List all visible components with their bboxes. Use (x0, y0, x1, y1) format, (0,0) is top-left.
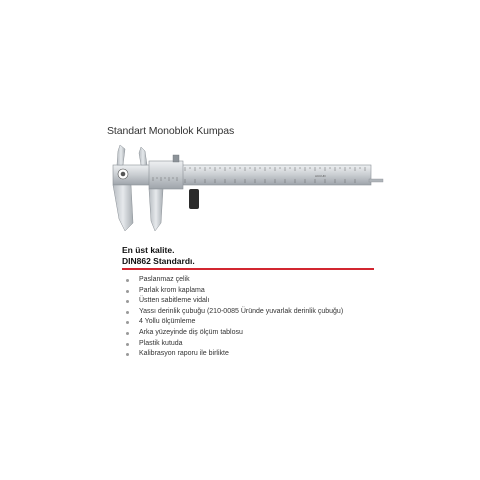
bullet-icon (126, 321, 129, 324)
list-item: Plastik kutuda (126, 339, 343, 350)
caliper-icon (103, 143, 385, 235)
tagline (122, 245, 195, 267)
bullet-icon (126, 290, 129, 293)
list-item: 4 Yollu ölçümleme (126, 317, 343, 328)
accent-divider (122, 268, 374, 270)
list-item: Kalibrasyon raporu ile birlikte (126, 349, 343, 360)
tagline-line1: En üst kalite. (122, 245, 175, 255)
list-item: Parlak krom kaplama (126, 286, 343, 297)
tagline-line2: DIN862 Standardı. (122, 256, 195, 266)
bullet-icon (126, 353, 129, 356)
bullet-icon (126, 279, 129, 282)
bullet-icon (126, 300, 129, 303)
list-item: Paslanmaz çelik (126, 275, 343, 286)
bullet-icon (126, 343, 129, 346)
list-item: Yassı derinlik çubuğu (210-0085 Üründe yuvarlak derinlik çubuğu) (126, 307, 343, 318)
list-item: Üstten sabitleme vidalı (126, 296, 343, 307)
brand-label: ACCUD (315, 174, 326, 178)
page-title: Standart Monoblok Kumpas (107, 125, 235, 137)
feature-list (126, 275, 343, 360)
bullet-icon (126, 311, 129, 314)
bullet-icon (126, 332, 129, 335)
list-item: Arka yüzeyinde diş ölçüm tablosu (126, 328, 343, 339)
